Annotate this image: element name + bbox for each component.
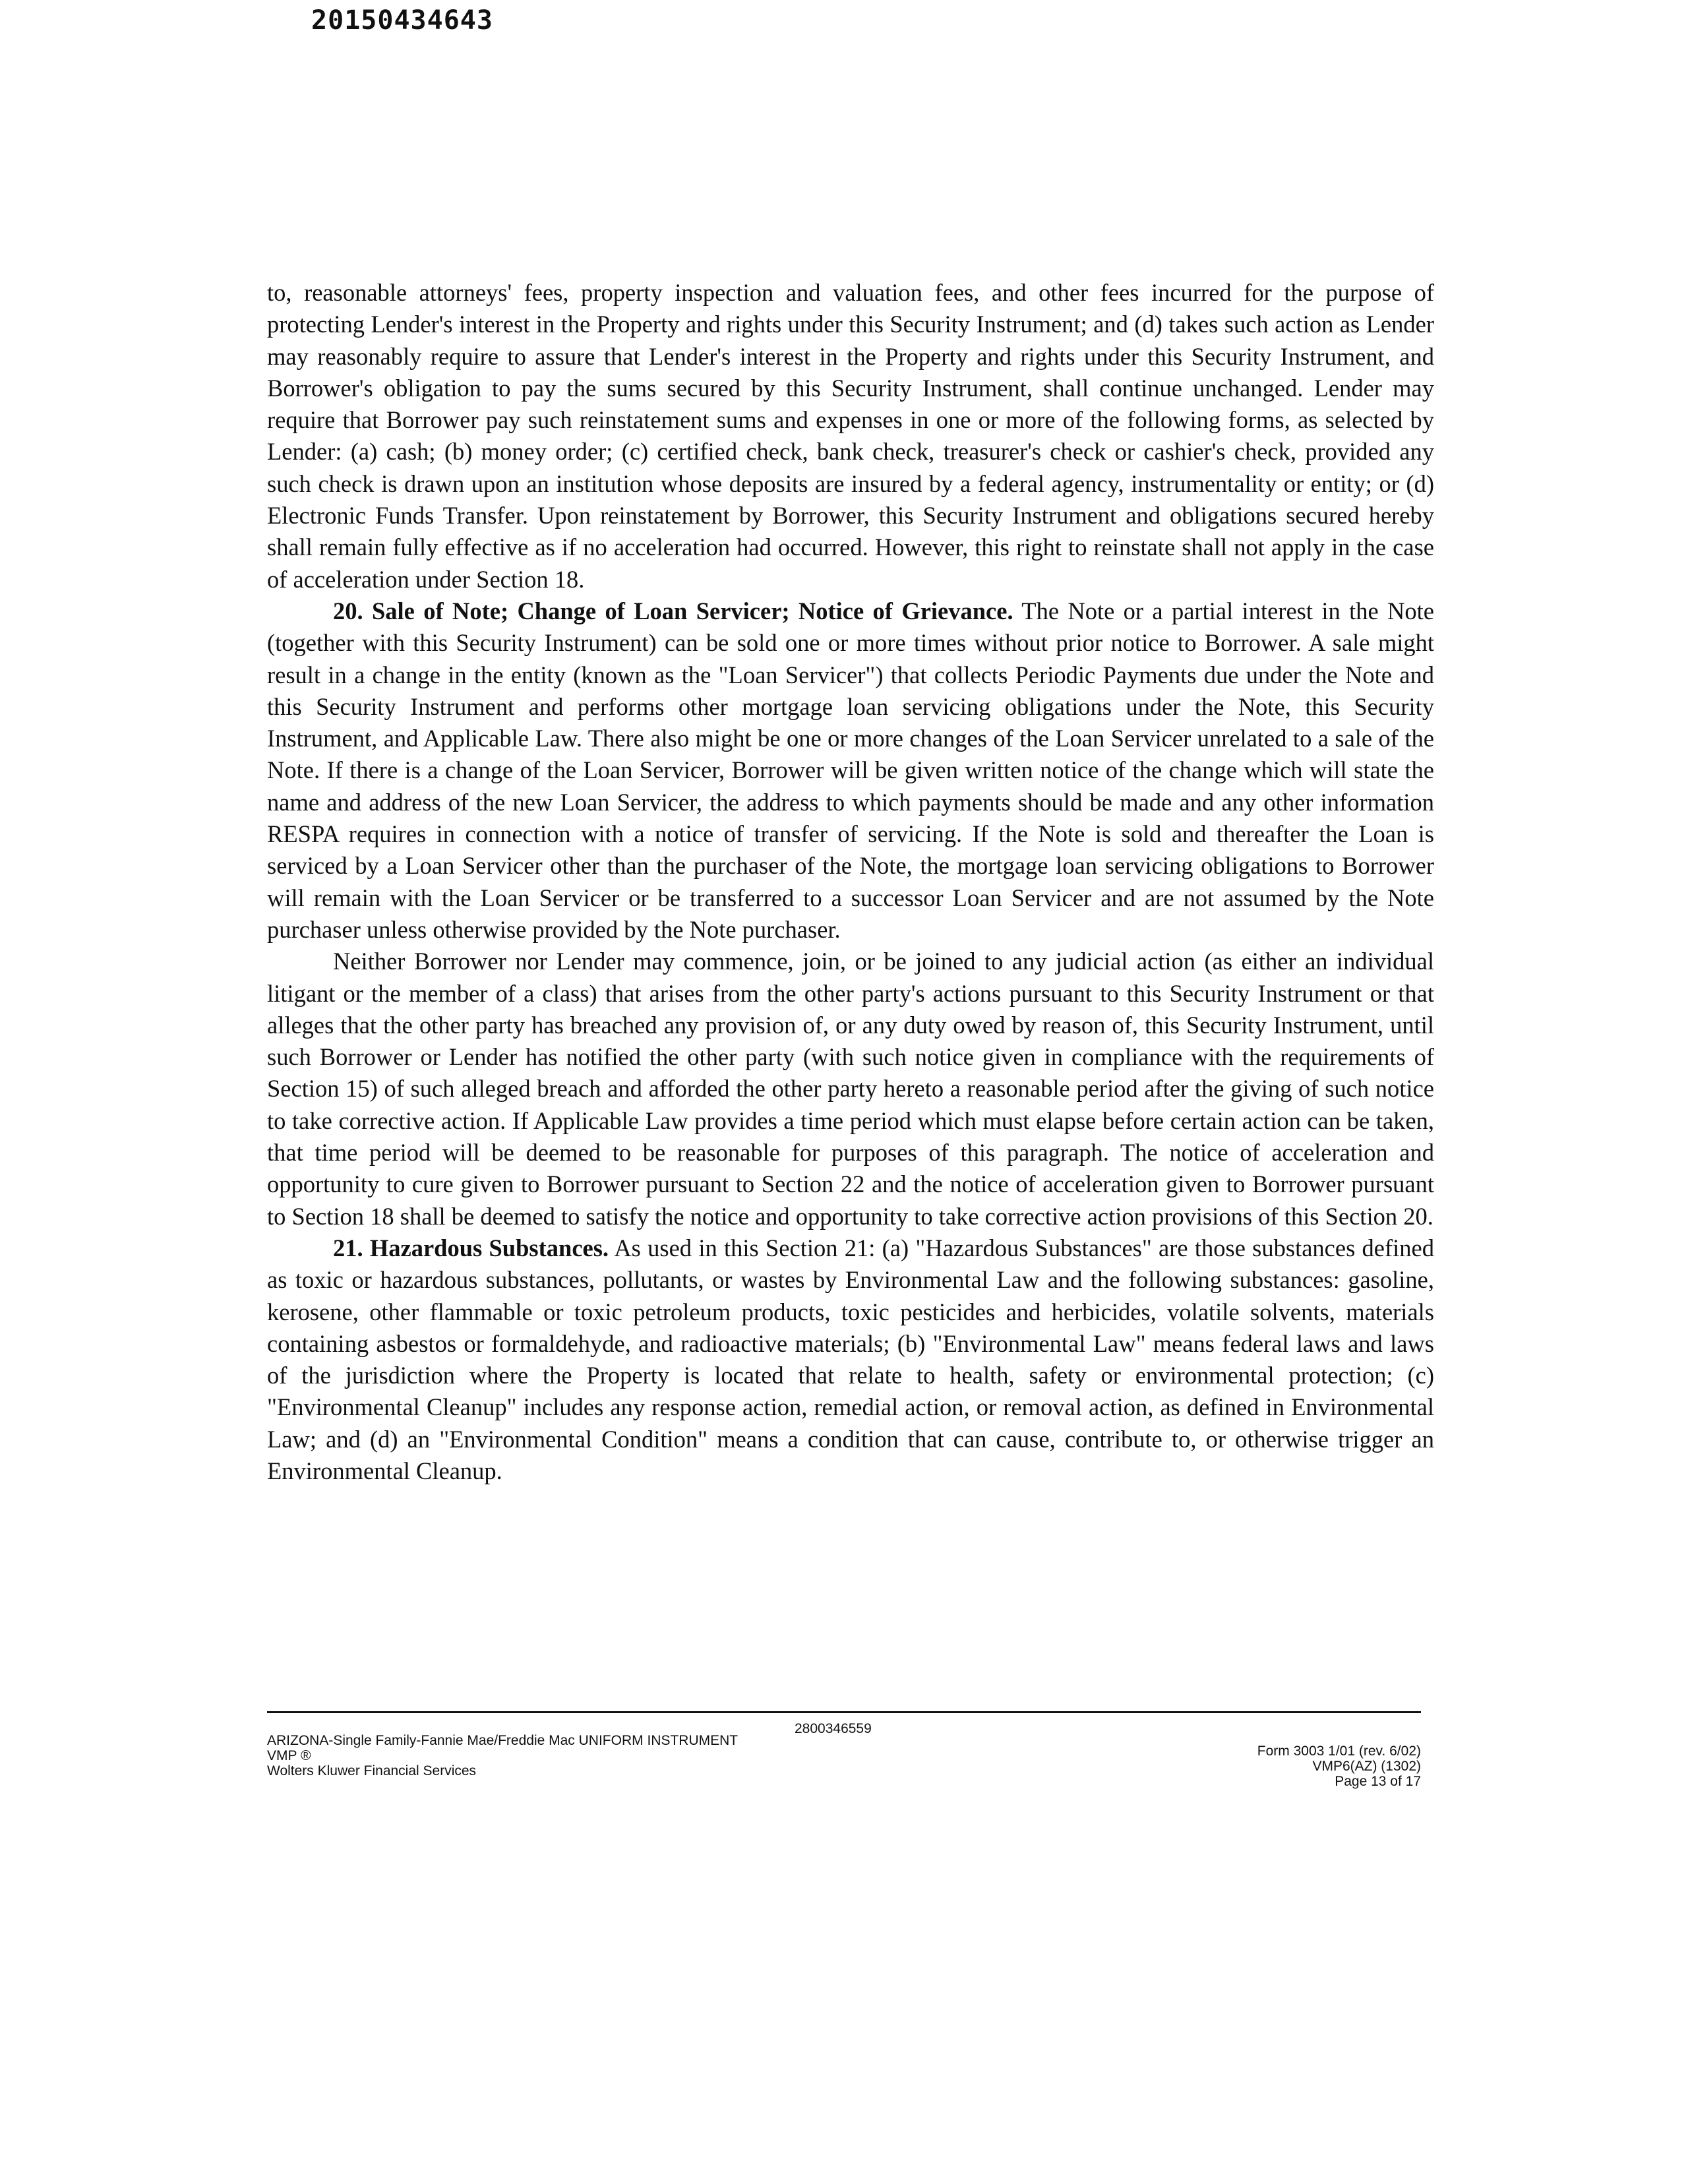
paragraph-reinstatement-continued — [267, 277, 1434, 595]
page-footer — [267, 1721, 1421, 1800]
paragraph-text: The Note or a partial interest in the Note (together with this Security Instrument) can be sold one or more times without prior notice to Borrower. A sale might result in a change in the entity (known as the "Loan Servicer") that collects Periodic Payments due under the Note and this Security Instrument and performs other mortgage loan servicing obligations under the Note, this Security Instrument, and Applicable Law. There also might be one or more changes of the Loan Servicer unrelated to a sale of the Note. If there is a change of the Loan Servicer, Borrower will be given written notice of the change which will state the name and address of the new Loan Servicer, the address to which payments should be made and any other information RESPA requires in connection with a notice of transfer of servicing. If the Note is sold and thereafter the Loan is serviced by a Loan Servicer other than the purchaser of the Note, the mortgage loan servicing obligations to Borrower will remain with the Loan Servicer or be transferred to a successor Loan Servicer and are not assumed by the Note purchaser unless otherwise provided by the Note purchaser. — [267, 597, 1434, 943]
paragraph-text: Neither Borrower nor Lender may commence, join, or be joined to any judicial action (as either an individual litigant or the member of a class) that arises from the other party's actions pursuant to this Security Instrument or that alleges that the other party has breached any provision of, or any duty owed by reason of, this Security Instrument, until such Borrower or Lender has notified the other party (with such notice given in compliance with the requirements of Section 15) of such alleged breach and afforded the other party hereto a reasonable period after the giving of such notice to take corrective action. If Applicable Law provides a time period which must elapse before certain action can be taken, that time period will be deemed to be reasonable for purposes of this paragraph. The notice of acceleration and opportunity to cure given to Borrower pursuant to Section 22 and the notice of acceleration given to Borrower pursuant to Section 18 shall be deemed to satisfy the notice and opportunity to take corrective action provisions of this Section 20. — [267, 948, 1434, 1230]
section-heading: 21. Hazardous Substances. — [333, 1234, 609, 1261]
form-code: VMP6(AZ) (1302) — [1312, 1759, 1421, 1774]
footer-divider — [267, 1711, 1421, 1713]
loan-number: 2800346559 — [795, 1721, 872, 1736]
form-number: Form 3003 1/01 (rev. 6/02) — [1257, 1744, 1421, 1759]
page-number: Page 13 of 17 — [1335, 1774, 1421, 1789]
vmp-mark: VMP ® — [267, 1748, 311, 1763]
section-20-judicial-action — [267, 946, 1434, 1232]
section-21-hazardous-substances — [267, 1232, 1434, 1487]
publisher-name: Wolters Kluwer Financial Services — [267, 1763, 477, 1778]
footer-left — [267, 1733, 738, 1778]
document-body — [267, 277, 1434, 1487]
section-heading: 20. Sale of Note; Change of Loan Servicer; Notice of Grievance. — [333, 597, 1013, 624]
section-20-sale-of-note — [267, 595, 1434, 946]
footer-right — [1257, 1744, 1421, 1789]
instrument-title: ARIZONA-Single Family-Fannie Mae/Freddie Mac UNIFORM INSTRUMENT — [267, 1733, 738, 1748]
document-number: 20150434643 — [311, 5, 493, 36]
paragraph-text: to, reasonable attorneys' fees, property inspection and valuation fees, and other fees incurred for the purpose of protecting Lender's interest in the Property and rights under this Security Instrument; and (d) takes such action as Lender may reasonably require to assure that Lender's interest in the Property and rights under this Security Instrument, and Borrower's obligation to pay the sums secured by this Security Instrument, shall continue unchanged. Lender may require that Borrower pay such reinstatement sums and expenses in one or more of the following forms, as selected by Lender: (a) cash; (b) money order; (c) certified check, bank check, treasurer's check or cashier's check, provided any such check is drawn upon an institution whose deposits are insured by a federal agency, instrumentality or entity; or (d) Electronic Funds Transfer. Upon reinstatement by Borrower, this Security Instrument and obligations secured hereby shall remain fully effective as if no acceleration had occurred. However, this right to reinstate shall not apply in the case of acceleration under Section 18. — [267, 279, 1434, 593]
paragraph-text: As used in this Section 21: (a) "Hazardous Substances" are those substances defined as toxic or hazardous substances, pollutants, or wastes by Environmental Law and the following substances: gasoline, kerosene, other flammable or toxic petroleum products, toxic pesticides and herbicides, volatile solvents, materials containing asbestos or formaldehyde, and radioactive materials; (b) "Environmental Law" means federal laws and laws of the jurisdiction where the Property is located that relate to health, safety or environmental protection; (c) "Environmental Cleanup" includes any response action, remedial action, or removal action, as defined in Environmental Law; and (d) an "Environmental Condition" means a condition that can cause, contribute to, or otherwise trigger an Environmental Cleanup. — [267, 1234, 1435, 1484]
